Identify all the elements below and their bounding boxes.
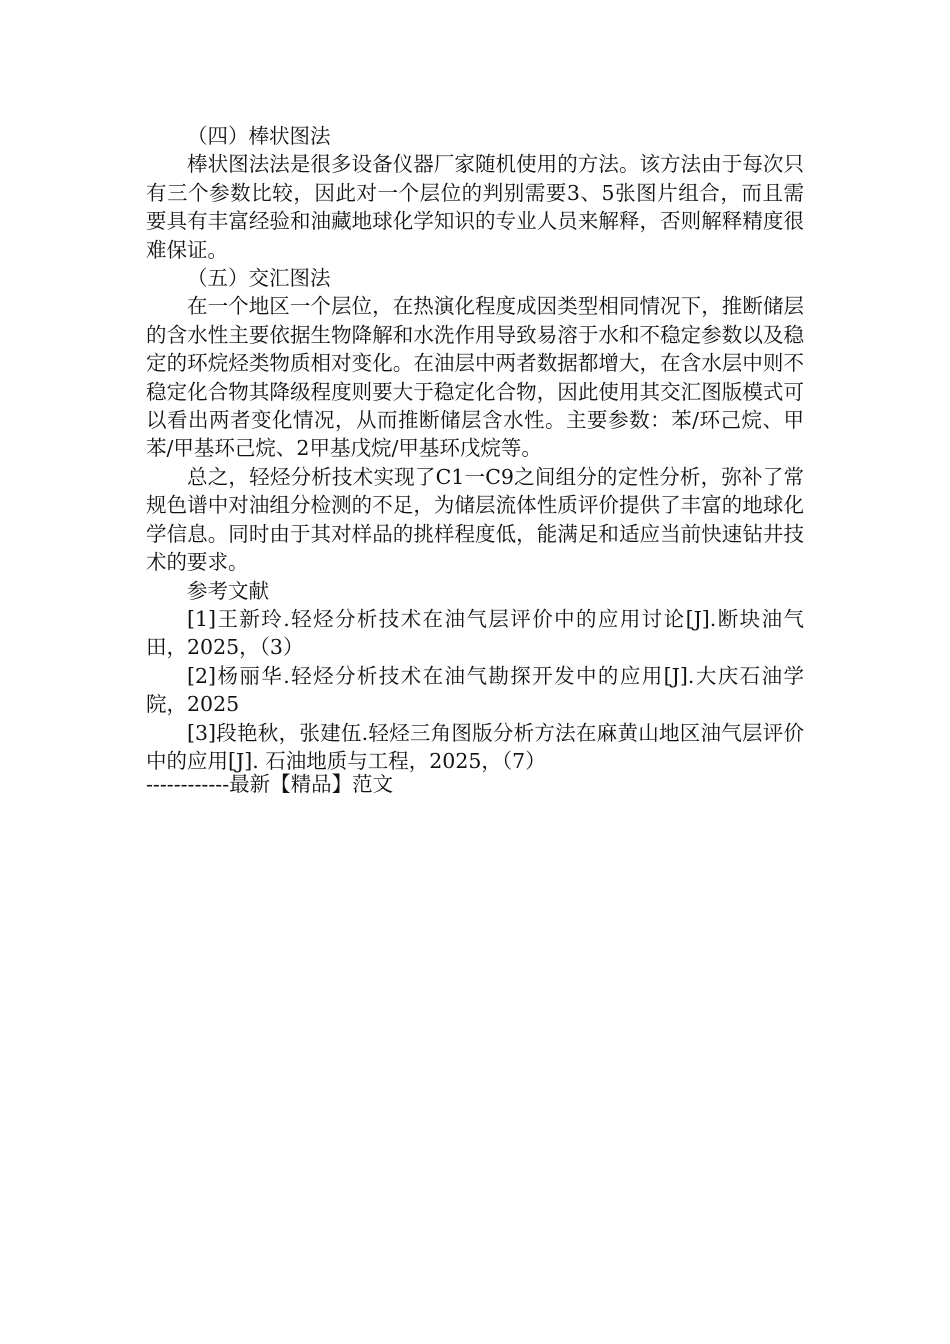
reference-item-2: [2]杨丽华.轻烃分析技术在油气勘探开发中的应用[J].大庆石油学院，2025 <box>146 663 804 717</box>
references-heading: 参考文献 <box>187 578 269 603</box>
paragraph-bar-chart-method: 棒状图法法是很多设备仪器厂家随机使用的方法。该方法由于每次只有三个参数比较，因此对一个层位的判别需要3、5张图片组合，而且需要具有丰富经验和油藏地球化学知识的专业人员来解释，否则解释精度很难保证。 <box>146 152 804 262</box>
reference-item-3: [3]段艳秋，张建伍.轻烃三角图版分析方法在麻黄山地区油气层评价中的应用[J]. 石油地质与工程，2025，（7） <box>146 720 804 773</box>
footer-banner: ------------最新【精品】范文 <box>146 772 394 796</box>
section-heading-bar-chart-method: （四）棒状图法 <box>187 124 331 148</box>
reference-item-1: [1]王新玲.轻烃分析技术在油气层评价中的应用讨论[J].断块油气田，2025，（3） <box>146 606 804 660</box>
document-body <box>146 122 804 775</box>
section-heading-crossplot-method: （五）交汇图法 <box>187 266 331 291</box>
paragraph-crossplot-method: 在一个地区一个层位，在热演化程度成因类型相同情况下，推断储层的含水性主要依据生物降解和水洗作用导致易溶于水和不稳定参数以及稳定的环烷烃类物质相对变化。在油层中两者数据都增大，在含水层中则不稳定化合物其降级程度则要大于稳定化合物，因此使用其交汇图版模式可以看出两者变化情况，从而推断储层含水性。主要参数：苯/环己烷、甲苯/甲基环己烷、2甲基戊烷/甲基环戊烷等。 <box>146 294 804 461</box>
paragraph-summary: 总之，轻烃分析技术实现了C1一C9之间组分的定性分析，弥补了常规色谱中对油组分检测的不足，为储层流体性质评价提供了丰富的地球化学信息。同时由于其对样品的挑样程度低，能满足和适应当前快速钻井技术的要求。 <box>146 464 804 575</box>
